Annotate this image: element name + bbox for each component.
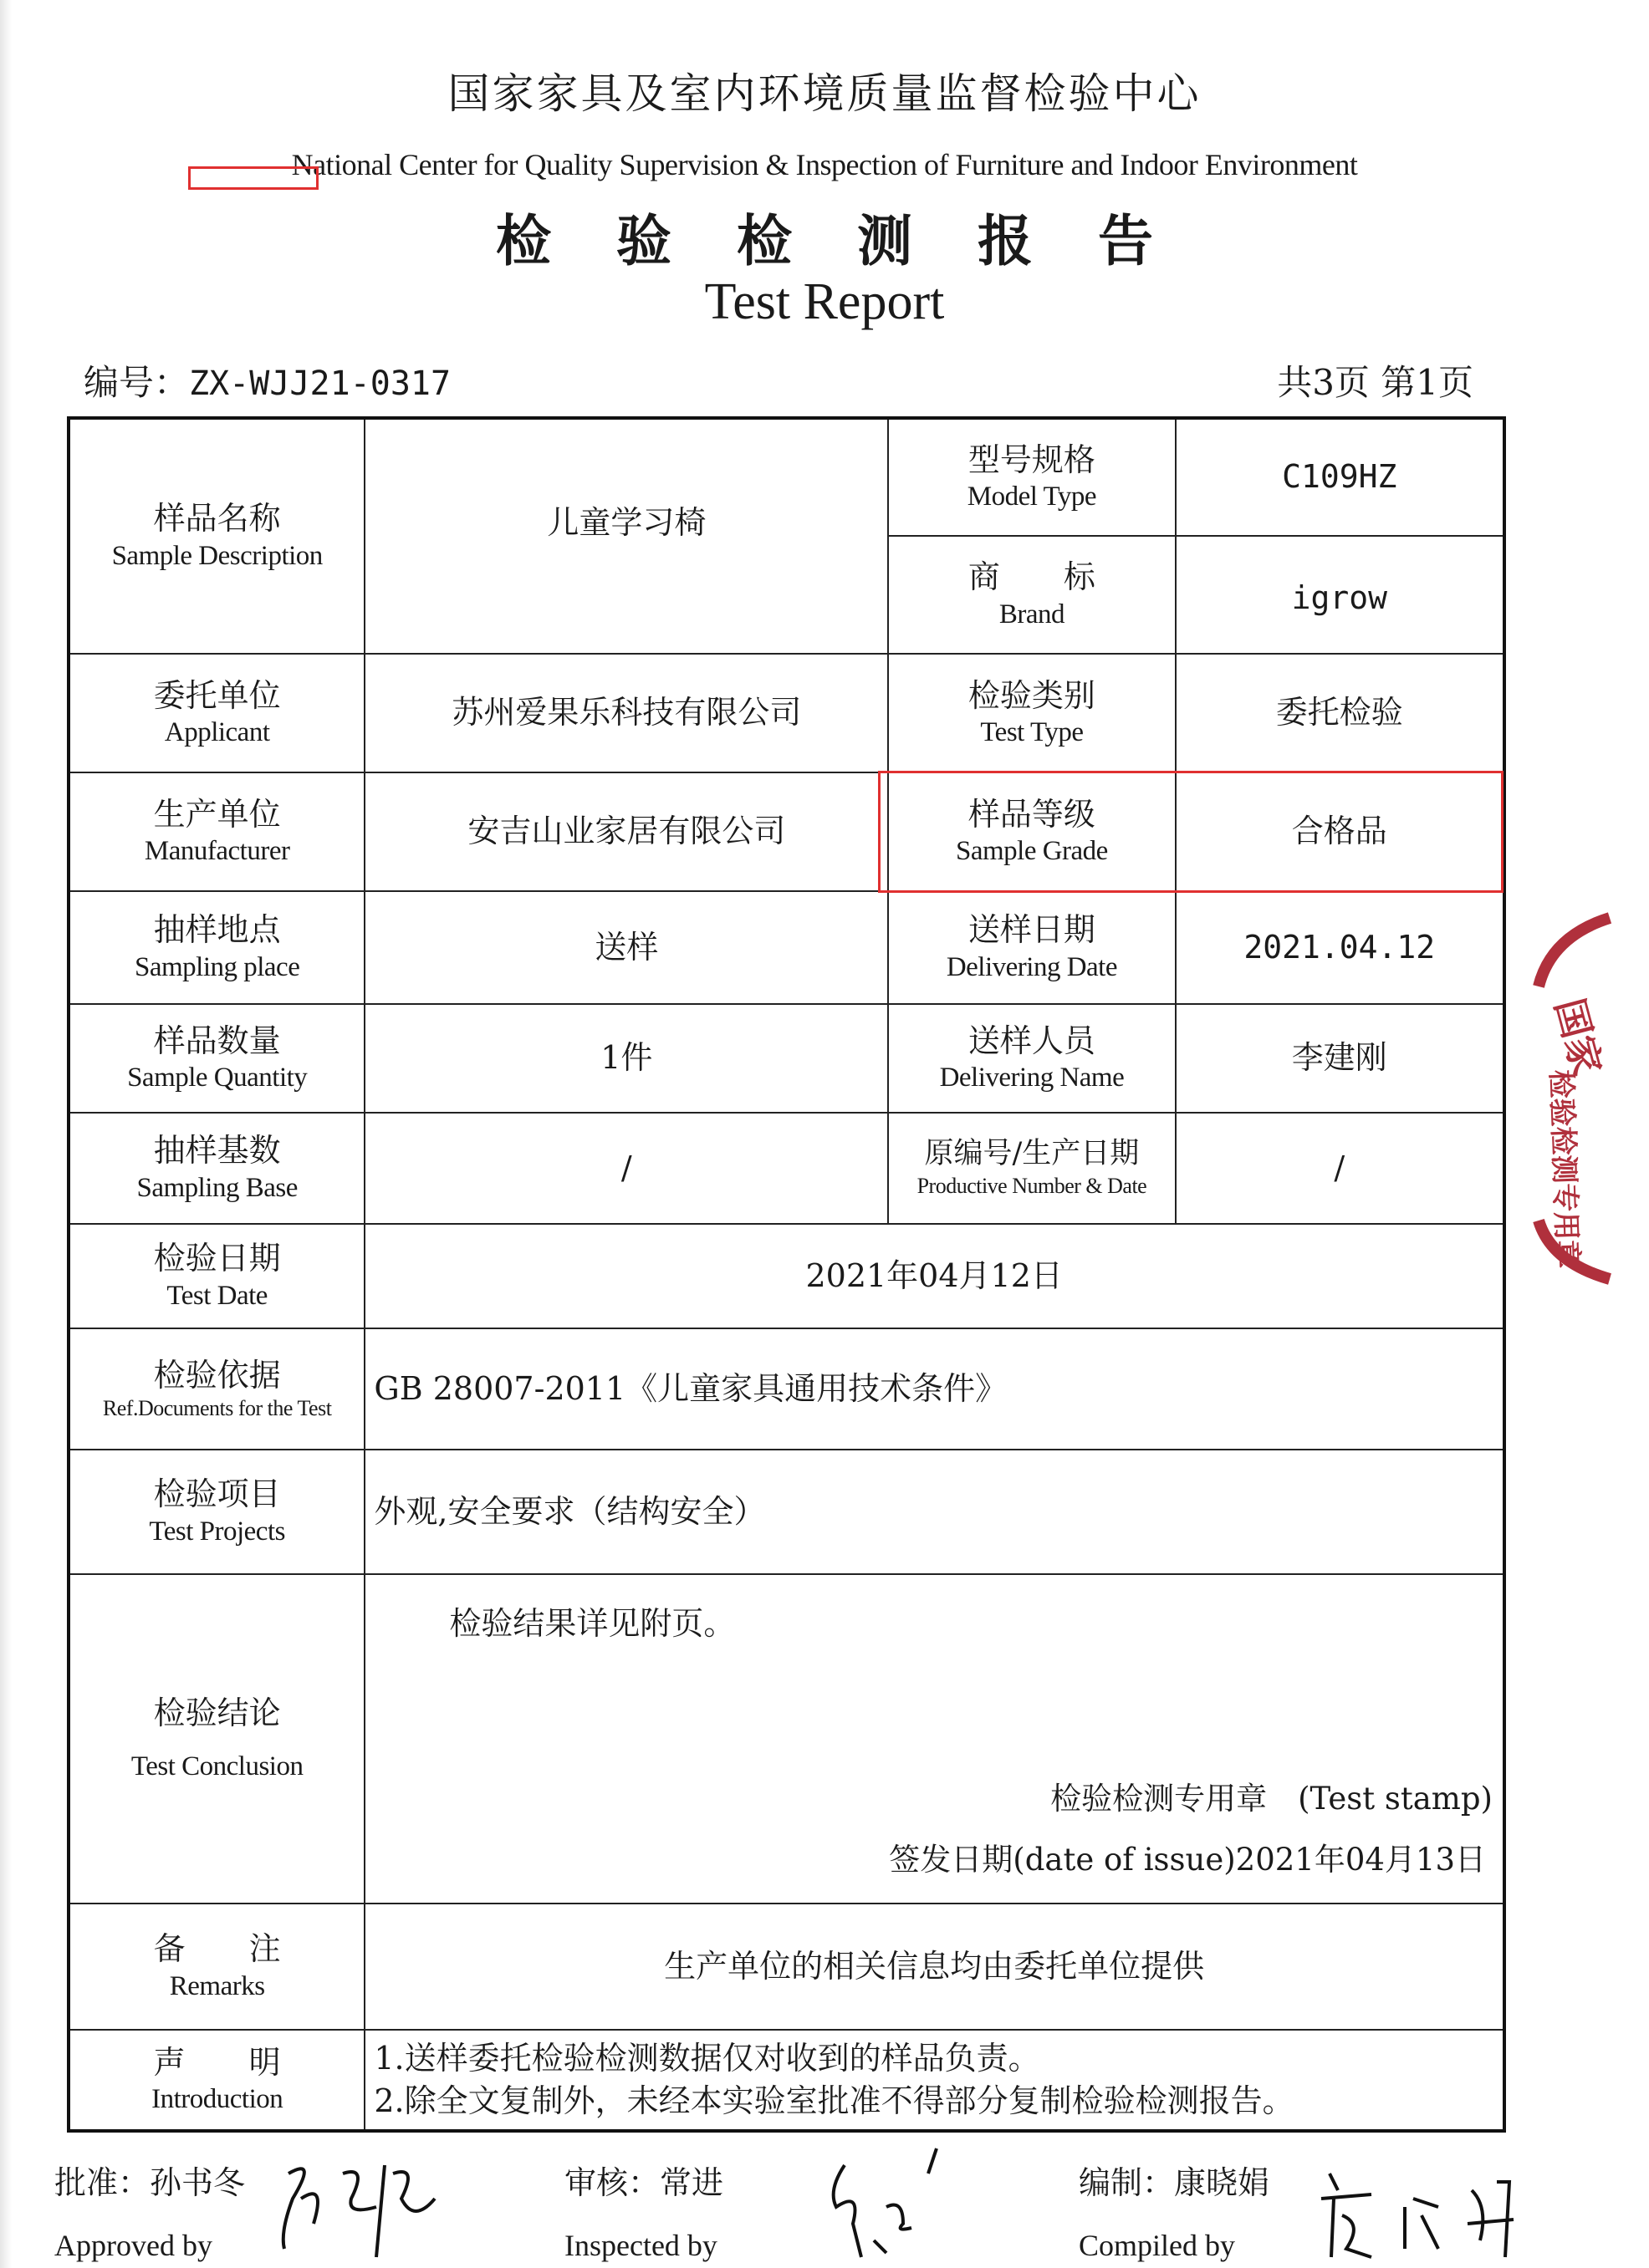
label-model-type: 型号规格 Model Type (888, 418, 1175, 536)
label-delivering-date: 送样日期 Delivering Date (888, 891, 1175, 1004)
inspected-by-label: 审核：常进 (564, 2164, 724, 2201)
label-delivering-name: 送样人员 Delivering Name (888, 1004, 1175, 1113)
introduction-line-2: 2.除全文复制外，未经本实验室批准不得部分复制检验检测报告。 (374, 2082, 1294, 2119)
svg-text:国家: 国家 (1546, 993, 1611, 1080)
label-sample-grade: 样品等级 Sample Grade (888, 772, 1175, 891)
compiled-by-en: Compiled by (1079, 2229, 1235, 2262)
org-title-cn: 国家家具及室内环境质量监督检验中心 (447, 69, 1202, 118)
approver-signature (268, 2148, 518, 2265)
value-sample-quantity: 1件 (365, 1004, 888, 1113)
label-introduction: 声 明 Introduction (69, 2030, 365, 2131)
highlight-box-national (188, 166, 319, 190)
value-delivering-name: 李建刚 (1176, 1004, 1504, 1113)
value-productive-number: / (1176, 1113, 1504, 1224)
value-remarks: 生产单位的相关信息均由委托单位提供 (365, 1904, 1504, 2030)
label-manufacturer: 生产单位 Manufacturer (69, 772, 365, 891)
label-brand: 商 标 Brand (888, 536, 1175, 654)
value-sampling-place: 送样 (365, 891, 888, 1004)
value-sample-description: 儿童学习椅 (365, 418, 888, 654)
report-table (67, 416, 1506, 2133)
label-test-conclusion: 检验结论 Test Conclusion (69, 1574, 365, 1904)
org-title-en-rest: Center for Quality Supervision & Inspection of Furniture and Indoor Environment (391, 148, 1358, 181)
report-number-label: 编号： (84, 362, 190, 403)
value-test-type: 委托检验 (1176, 654, 1504, 772)
page-count: 共3页 第1页 (1277, 362, 1473, 403)
highlight-box-sample-grade (878, 771, 1504, 893)
inspected-by-en: Inspected by (564, 2229, 717, 2262)
label-productive-number: 原编号/生产日期 Productive Number & Date (888, 1113, 1175, 1224)
value-introduction (365, 2030, 1504, 2131)
issue-date-line: 签发日期(date of issue)2021年04月13日 (889, 1842, 1486, 1878)
label-sample-description: 样品名称 Sample Description (69, 418, 365, 654)
label-sampling-place: 抽样地点 Sampling place (69, 891, 365, 1004)
approved-by-en: Approved by (54, 2229, 212, 2262)
compiler-signature (1313, 2157, 1539, 2265)
svg-text:检验检测专用章: 检验检测专用章 (1544, 1068, 1585, 1270)
label-sample-quantity: 样品数量 Sample Quantity (69, 1004, 365, 1113)
compiled-by-label: 编制：康晓娟 (1079, 2164, 1270, 2201)
label-sampling-base: 抽样基数 Sampling Base (69, 1113, 365, 1224)
value-ref-documents: GB 28007-2011《儿童家具通用技术条件》 (365, 1328, 1504, 1450)
report-title-en: Test Report (704, 273, 945, 330)
value-delivering-date: 2021.04.12 (1176, 891, 1504, 1004)
value-test-conclusion (365, 1574, 1504, 1904)
inspector-signature (811, 2140, 995, 2265)
approved-by-label: 批准：孙书冬 (54, 2164, 246, 2201)
report-title-cn: 检验检测报告 (496, 208, 1218, 273)
label-test-type: 检验类别 Test Type (888, 654, 1175, 772)
value-model-type: C109HZ (1176, 418, 1504, 536)
label-test-projects: 检验项目 Test Projects (69, 1450, 365, 1574)
value-test-projects: 外观,安全要求（结构安全） (365, 1450, 1504, 1574)
test-stamp-line: 检验检测专用章 (Test stamp) (1050, 1781, 1493, 1817)
label-ref-documents: 检验依据 Ref.Documents for the Test (69, 1328, 365, 1450)
label-test-date: 检验日期 Test Date (69, 1224, 365, 1328)
introduction-line-1: 1.送样委托检验检测数据仅对收到的样品负责。 (374, 2039, 1040, 2077)
label-applicant: 委托单位 Applicant (69, 654, 365, 772)
value-sample-grade: 合格品 (1176, 772, 1504, 891)
value-test-date: 2021年04月12日 (365, 1224, 1504, 1328)
report-number (84, 355, 451, 405)
page-edge-shadow (0, 0, 12, 2268)
value-manufacturer: 安吉山业家居有限公司 (365, 772, 888, 891)
value-applicant: 苏州爱果乐科技有限公司 (365, 654, 888, 772)
org-title-en-first: National (291, 148, 392, 181)
label-remarks: 备 注 Remarks (69, 1904, 365, 2030)
conclusion-text: 检验结果详见附页。 (449, 1605, 736, 1642)
report-number-value: ZX-WJJ21-0317 (189, 364, 452, 403)
official-stamp (1526, 903, 1626, 1287)
value-sampling-base: / (365, 1113, 888, 1224)
value-brand: igrow (1176, 536, 1504, 654)
